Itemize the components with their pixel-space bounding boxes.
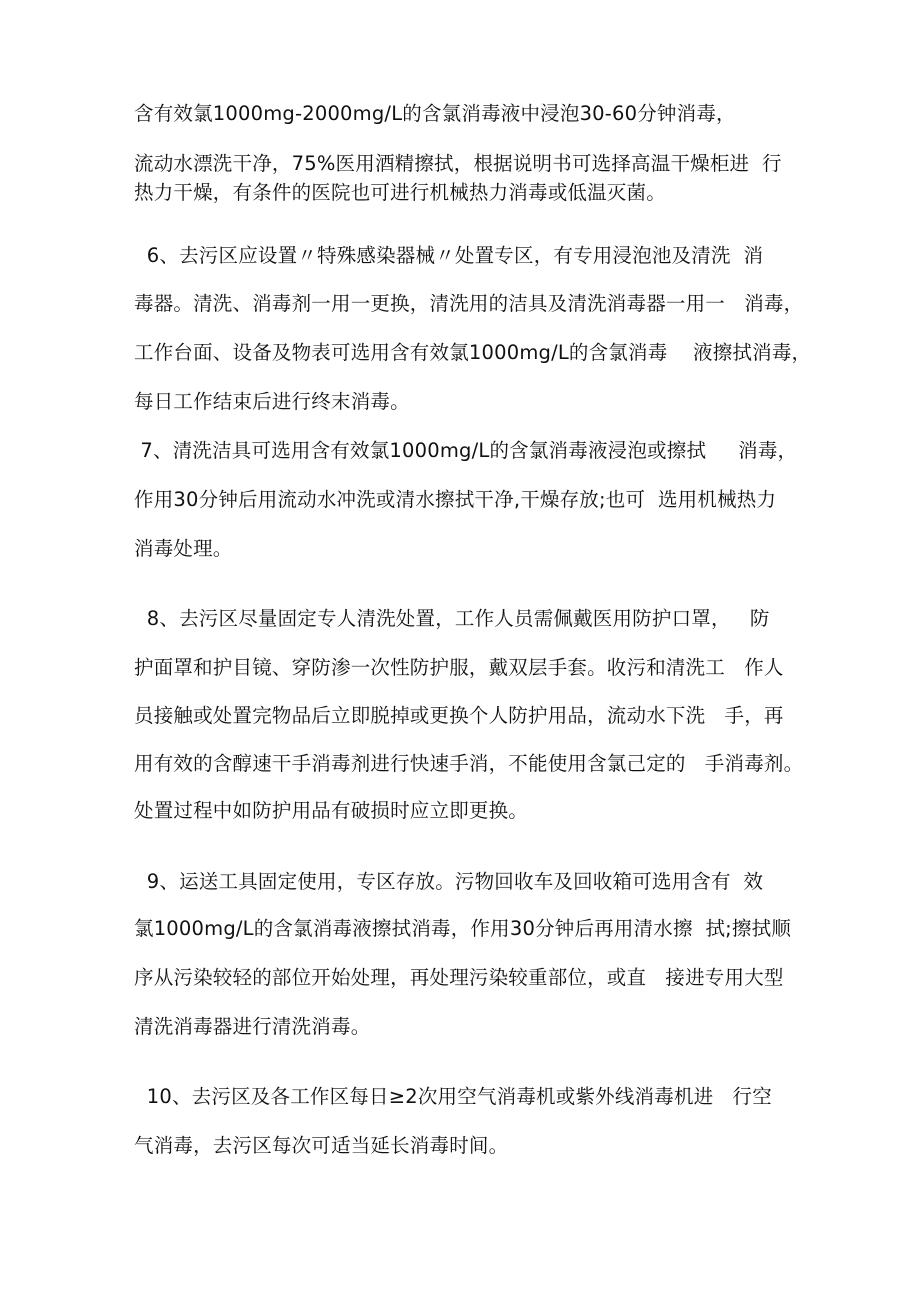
text-line: 6、去污区应设置〃特殊感染器械〃处置专区，有专用浸泡池及清洗 消 (134, 244, 764, 267)
text-line: 员接触或处置完物品后立即脱掉或更换个人防护用品，流动水下洗 手，再 (134, 704, 784, 727)
text-line: 清洗消毒器进行清洗消毒。 (134, 1015, 371, 1038)
text-line: 8、去污区尽量固定专人清洗处置，工作人员需佩戴医用防护口罩， 防 (134, 607, 770, 630)
text-line: 护面罩和护目镜、穿防渗一次性防护服，戴双层手套。收污和清洗工 作人 (134, 656, 784, 679)
text-line: 工作台面、设备及物表可选用含有效氯1000mg/L的含氯消毒 液擦拭消毒， (134, 341, 812, 364)
text-line: 氯1000mg/L的含氯消毒液擦拭消毒，作用30分钟后再用清水擦 拭;擦拭顺 (134, 917, 792, 940)
text-line: 气消毒，去污区每次可适当延长消毒时间。 (134, 1134, 509, 1157)
text-line: 10、去污区及各工作区每日≥2次用空气消毒机或紫外线消毒机进 行空 (134, 1085, 772, 1108)
text-line: 热力干燥，有条件的医院也可进行机械热力消毒或低温灭菌。 (134, 181, 666, 204)
text-line: 消毒处理。 (134, 537, 233, 560)
text-line: 每日工作结束后进行终末消毒。 (134, 390, 410, 413)
text-line: 作用30分钟后用流动水冲洗或清水擦拭干净,干燥存放;也可 选用机械热力 (134, 488, 777, 511)
text-line: 流动水漂洗干净，75%医用酒精擦拭，根据说明书可选择高温干燥柜进 行 (134, 152, 782, 175)
text-line: 处置过程中如防护用品有破损时应立即更换。 (134, 799, 529, 822)
text-line: 9、运送工具固定使用，专区存放。污物回收车及回收箱可选用含有 效 (134, 870, 764, 893)
text-line: 序从污染较轻的部位开始处理，再处理污染较重部位，或直 接进专用大型 (134, 966, 784, 989)
text-line: 含有效氯1000mg-2000mg/L的含氯消毒液中浸泡30-60分钟消毒， (134, 102, 736, 125)
text-line: 7、清洗洁具可选用含有效氯1000mg/L的含氯消毒液浸泡或擦拭 消毒， (134, 439, 798, 462)
text-line: 用有效的含醇速干手消毒剂进行快速手消，不能使用含氯己定的 手消毒剂。 (134, 752, 804, 775)
text-line: 毒器。清洗、消毒剂一用一更换，清洗用的洁具及清洗消毒器一用一 消毒， (134, 292, 804, 315)
